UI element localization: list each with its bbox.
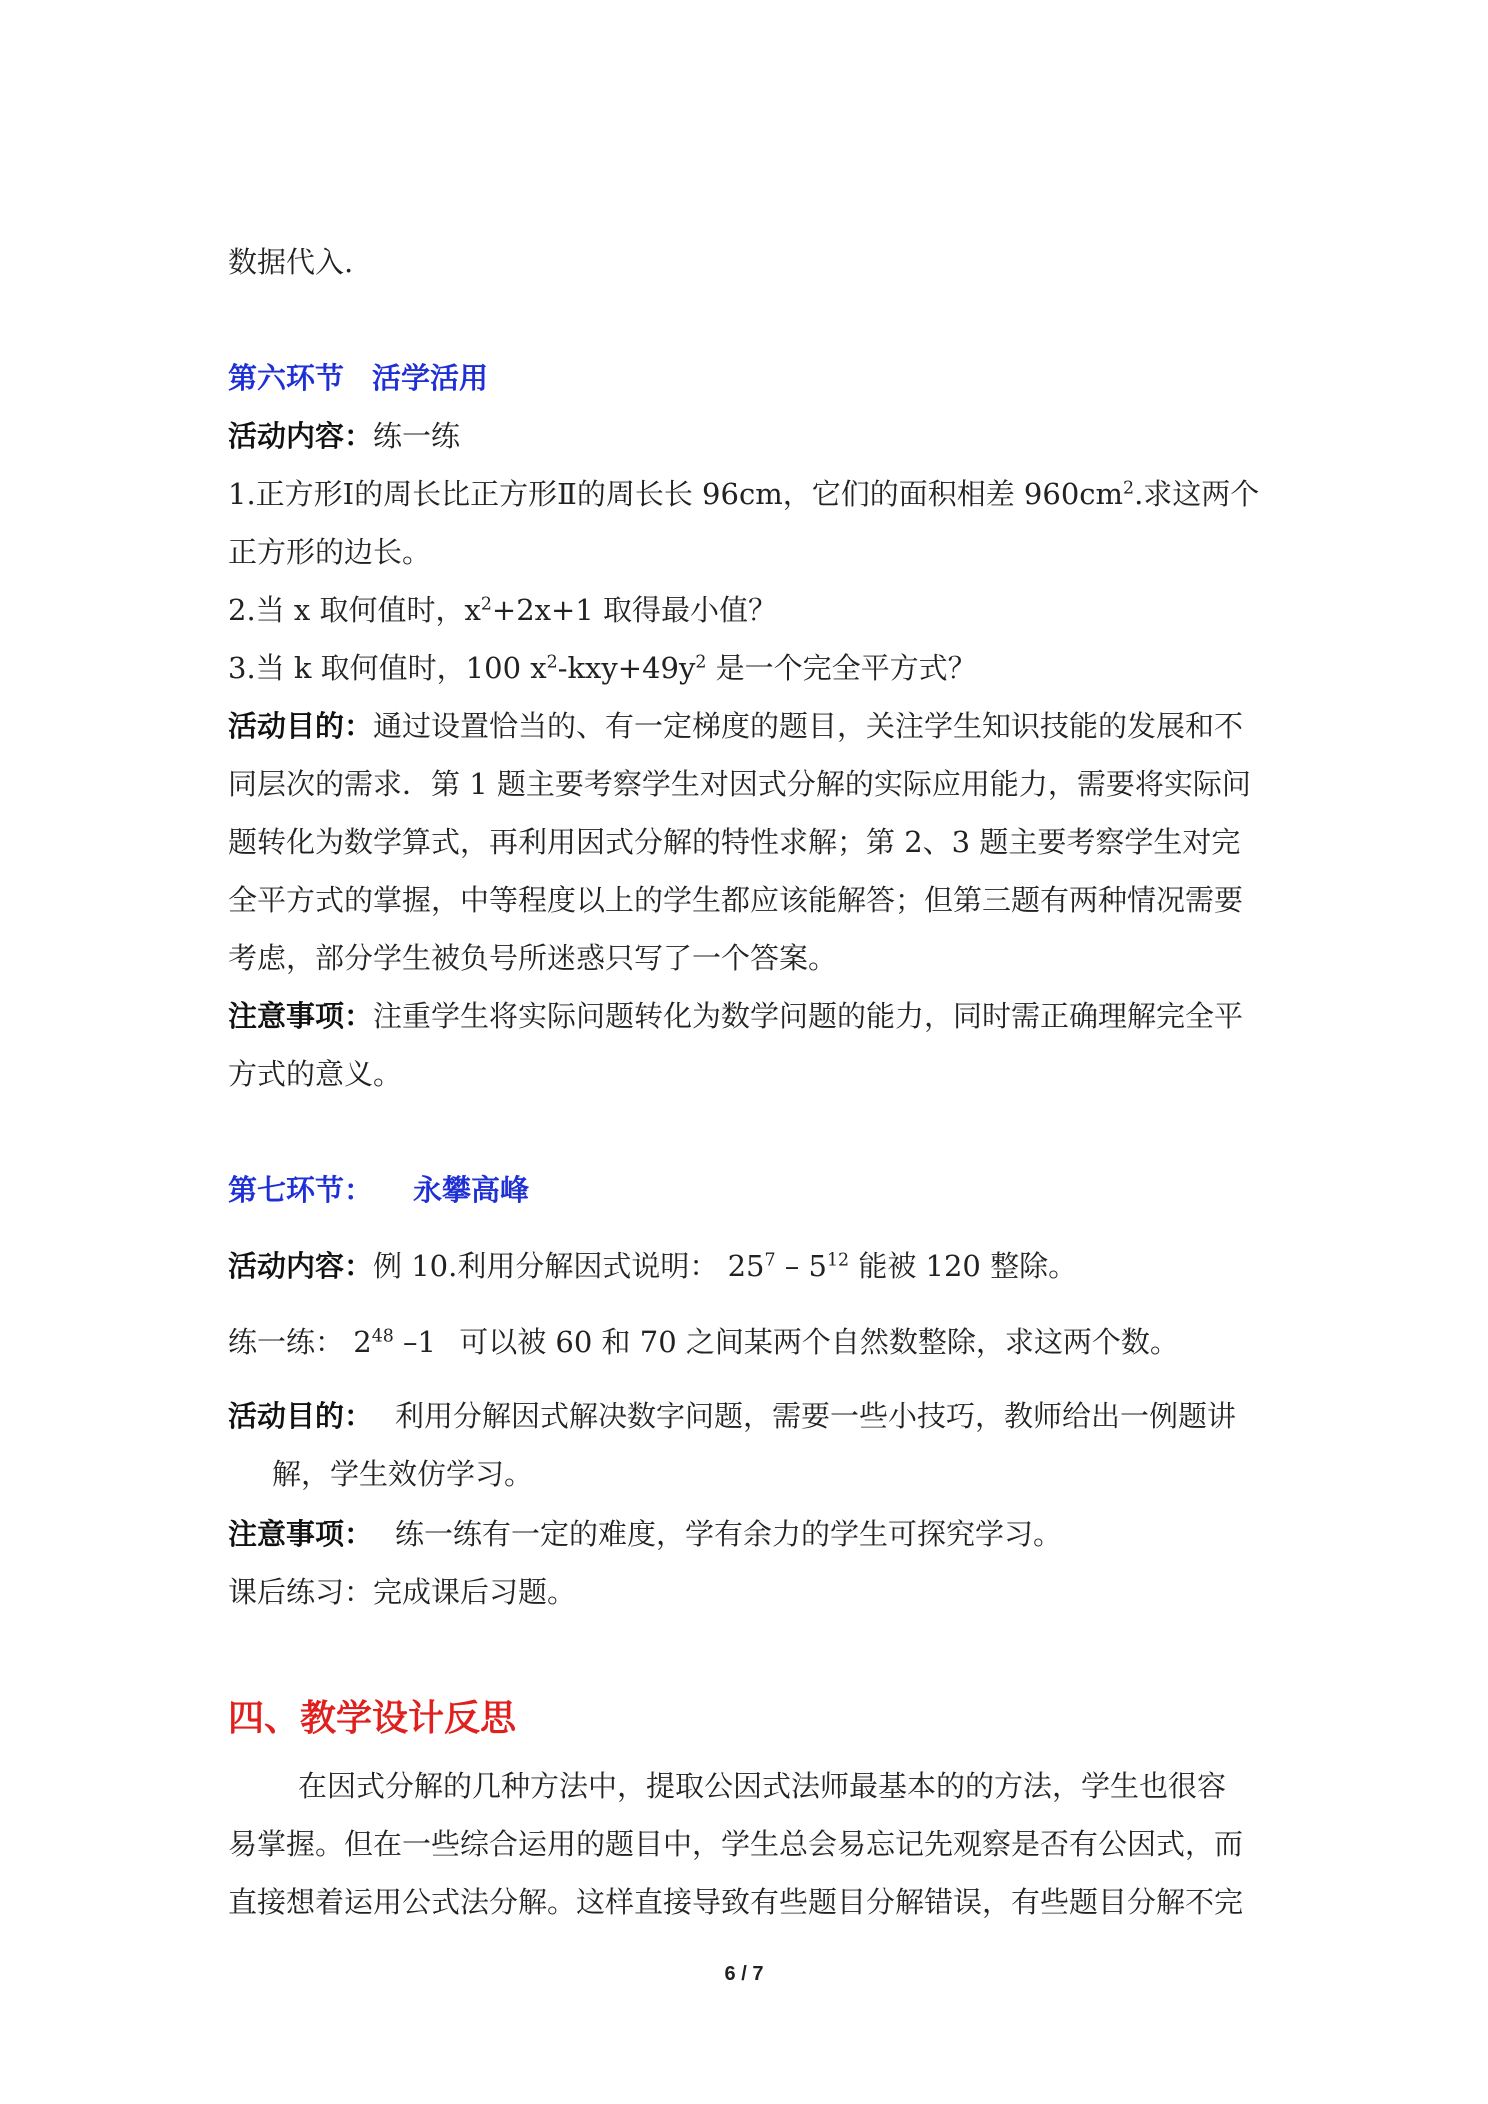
activity-goal	[228, 706, 1243, 746]
activity-goal	[228, 1396, 1236, 1436]
activity-content	[228, 1246, 1077, 1286]
activity-note	[228, 996, 1243, 1036]
superscript: 48	[371, 1326, 394, 1347]
text: -kxy+49y	[557, 651, 696, 685]
text: 直接想着运用公式法分解。这样直接导致有些题目分解错误，有些题目分解不完	[228, 1885, 1244, 1919]
text: 易掌握。但在一些综合运用的题目中，学生总会易忘记先观察是否有公因式，而	[228, 1827, 1244, 1861]
text: .求这两个	[1134, 477, 1260, 511]
text: 题转化为数学算式，再利用因式分解的特性求解；第 2、3 题主要考察学生对完	[228, 825, 1241, 859]
label: 活动内容：	[228, 1249, 374, 1283]
heading-part: 活学活用	[372, 361, 489, 395]
superscript: 2	[1123, 478, 1135, 499]
text: 正方形的边长。	[228, 535, 432, 569]
math-part: 2	[353, 1325, 372, 1359]
text: 练一练有一定的难度，学有余力的学生可探究学习。	[395, 1517, 1063, 1551]
text: 在因式分解的几种方法中，提取公因式法师最基本的的方法，学生也很容	[298, 1769, 1227, 1803]
text: 利用分解因式解决数字问题，需要一些小技巧，教师给出一例题讲	[395, 1399, 1237, 1433]
text: 2.当 x 取何值时，x	[228, 593, 481, 627]
paragraph-line	[228, 1882, 1243, 1922]
text: 全平方式的掌握，中等程度以上的学生都应该能解答；但第三题有两种情况需要	[228, 883, 1244, 917]
text: 通过设置恰当的、有一定梯度的题目，关注学生知识技能的发展和不	[373, 709, 1244, 743]
text: 方式的意义。	[228, 1057, 403, 1091]
text: 课后练习：完成课后习题。	[228, 1575, 577, 1609]
question-1-cont	[228, 532, 431, 572]
paragraph-line	[298, 1766, 1226, 1806]
activity-content	[228, 416, 460, 456]
question-2	[228, 590, 777, 630]
superscript: 2	[546, 652, 558, 673]
text: 3.当 k 取何值时，100 x	[228, 651, 547, 685]
math-part: – 5	[775, 1249, 827, 1283]
math-part: –1	[393, 1325, 436, 1359]
text: 是一个完全平方式？	[706, 651, 977, 685]
superscript: 2	[480, 594, 492, 615]
activity-note	[228, 1514, 1062, 1554]
text: 练一练	[373, 419, 461, 453]
section-4-heading	[228, 1694, 516, 1742]
text-line	[228, 1054, 402, 1094]
text-line	[228, 242, 353, 282]
label: 注意事项：	[228, 1517, 374, 1551]
text: 可以被 60 和 70 之间某两个自然数整除，求这两个数。	[459, 1325, 1179, 1359]
math-expression	[353, 1325, 436, 1359]
text: 考虑，部分学生被负号所迷惑只写了一个答案。	[228, 941, 838, 975]
heading-part: 永攀高峰	[413, 1173, 530, 1207]
text: 同层次的需求．第 1 题主要考察学生对因式分解的实际应用能力，需要将实际问	[228, 767, 1251, 801]
superscript: 7	[764, 1250, 776, 1271]
math-expression	[728, 1249, 850, 1283]
text: 1.正方形Ⅰ的周长比正方形Ⅱ的周长长 96cm，它们的面积相差 960cm	[228, 477, 1124, 511]
homework	[228, 1572, 576, 1612]
section-6-heading	[228, 358, 488, 398]
text: 例 10.利用分解因式说明：	[373, 1249, 719, 1283]
heading-text: 四、教学设计反思	[228, 1697, 517, 1739]
page-number: 6 / 7	[724, 1963, 764, 1985]
label: 注意事项：	[228, 999, 374, 1033]
text: 能被 120 整除。	[858, 1249, 1078, 1283]
text: 注重学生将实际问题转化为数学问题的能力，同时需正确理解完全平	[373, 999, 1244, 1033]
label: 活动目的：	[228, 1399, 374, 1433]
text: 练一练：	[228, 1325, 345, 1359]
practice	[228, 1322, 1179, 1362]
text-line	[228, 880, 1243, 920]
question-3	[228, 648, 977, 688]
label: 活动目的：	[228, 709, 374, 743]
heading-part: 第六环节	[228, 361, 345, 395]
text: 数据代入.	[228, 245, 354, 279]
paragraph-line	[228, 1824, 1243, 1864]
math-part: 25	[727, 1249, 765, 1283]
heading-part: 第七环节：	[228, 1173, 374, 1207]
question-1	[228, 474, 1259, 514]
text-line	[228, 822, 1240, 862]
label: 活动内容：	[228, 419, 374, 453]
text: 解，学生效仿学习。	[272, 1457, 534, 1491]
text-line	[272, 1454, 533, 1494]
superscript: 2	[695, 652, 707, 673]
superscript: 12	[826, 1250, 850, 1271]
text-line	[228, 764, 1251, 804]
text: +2x+1 取得最小值？	[491, 593, 777, 627]
section-7-heading	[228, 1170, 529, 1210]
text-line	[228, 938, 837, 978]
